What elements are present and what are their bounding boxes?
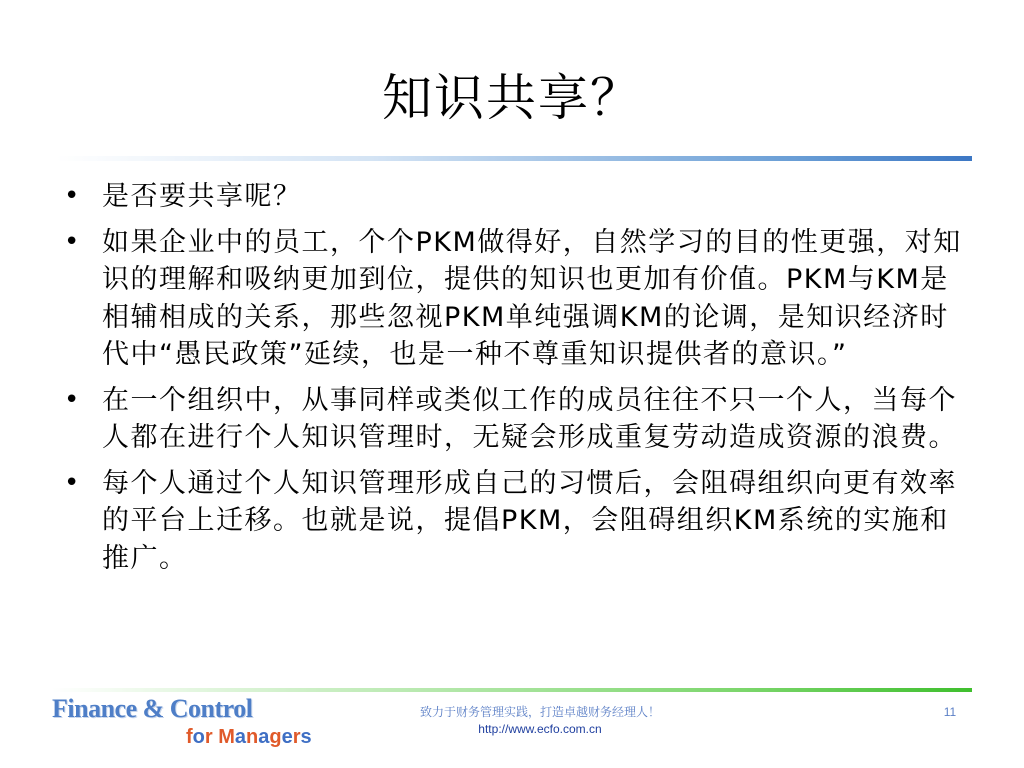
bullet-item — [60, 382, 965, 457]
logo-letter: a — [234, 726, 247, 748]
logo-letter: r — [292, 726, 301, 748]
bullet-dot-icon: • — [64, 384, 81, 415]
logo-letter: s — [300, 726, 312, 748]
slide-title: 知识共享？ — [382, 69, 642, 127]
logo-letter: g — [269, 726, 282, 748]
logo-line2 — [186, 726, 312, 749]
bullet-text: 在一个组织中，从事同样或类似工作的成员往往不只一个人，当每个人都在进行个人知识管理时，无疑会形成重复劳动造成资源的浪费。 — [102, 384, 957, 453]
bullet-dot-icon: • — [64, 181, 81, 211]
logo-letter: e — [281, 726, 293, 748]
logo-letter: r — [204, 726, 213, 748]
bullet-dot-icon: • — [64, 226, 81, 257]
bullet-item — [60, 465, 965, 578]
logo-letter: M — [218, 726, 235, 748]
footer-divider — [52, 688, 972, 692]
logo-letter: a — [258, 726, 270, 748]
company-logo — [52, 694, 312, 756]
bullet-list — [60, 178, 965, 585]
footer-slogan: 致力于财务管理实践，打造卓越财务经理人！ — [419, 705, 660, 719]
bullet-text: 每个人通过个人知识管理形成自己的习惯后，会阻碍组织向更有效率的平台上迁移。也就是说，提倡PKM，会阻碍组织KM系统的实施和推广。 — [102, 467, 957, 574]
page-number: 11 — [943, 705, 957, 719]
bullet-item — [60, 224, 965, 374]
bullet-item — [60, 178, 965, 216]
bullet-text: 是否要共享呢？ — [102, 181, 302, 212]
bullet-dot-icon: • — [64, 467, 81, 498]
footer-url[interactable]: http://www.ecfo.com.cn — [478, 722, 602, 736]
bullet-text: 如果企业中的员工，个个PKM做得好，自然学习的目的性更强，对知识的理解和吸纳更加到位，提供的知识也更加有价值。PKM与KM是相辅相成的关系，那些忽视PKM单纯强调KM的论调，是知识经济时代中“愚民政策”延续，也是一种不尊重知识提供者的意识。” — [102, 226, 962, 370]
logo-letter: f — [186, 726, 193, 748]
logo-letter: n — [246, 726, 259, 748]
title-divider — [56, 156, 972, 161]
logo-line1: Finance & Control — [52, 694, 253, 723]
logo-letter: o — [192, 726, 205, 748]
